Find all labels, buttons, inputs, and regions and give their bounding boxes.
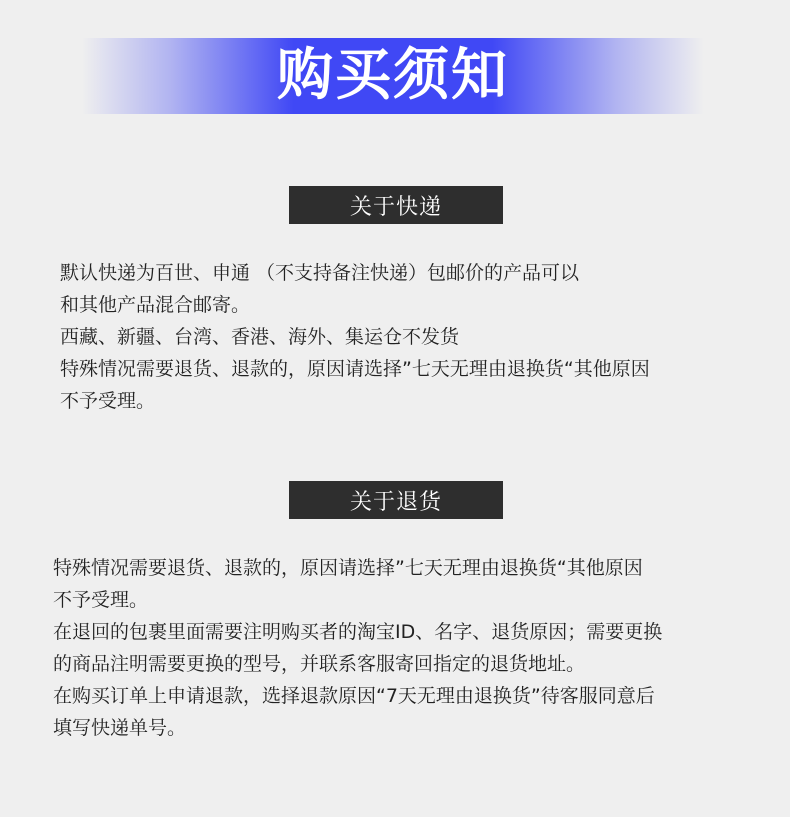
express-line-4: 特殊情况需要退货、退款的，原因请选择”七天无理由退换货“其他原因 [60,358,650,380]
returns-line-1: 特殊情况需要退货、退款的，原因请选择”七天无理由退换货“其他原因 [53,557,643,579]
returns-line-5: 在购买订单上申请退款，选择退款原因“7天无理由退换货”待客服同意后 [53,685,655,707]
title-banner [82,38,704,114]
express-line-3: 西藏、新疆、台湾、香港、海外、集运仓不发货 [60,326,460,348]
express-notice-text [60,257,650,417]
section-label-returns: 关于退货 [289,481,503,519]
page-title: 购买须知 [277,43,509,108]
express-line-2: 和其他产品混合邮寄。 [60,294,251,316]
returns-line-2: 不予受理。 [53,589,149,611]
express-line-1: 默认快递为百世、申通 （不支持备注快递）包邮价的产品可以 [60,262,580,284]
returns-line-6: 填写快递单号。 [53,717,187,739]
section-label-express: 关于快递 [289,186,503,224]
express-line-5: 不予受理。 [60,390,156,412]
returns-notice-text [53,552,662,744]
returns-line-4: 的商品注明需要更换的型号，并联系客服寄回指定的退货地址。 [53,653,586,675]
returns-line-3: 在退回的包裹里面需要注明购买者的淘宝ID、名字、退货原因；需要更换 [53,621,663,643]
